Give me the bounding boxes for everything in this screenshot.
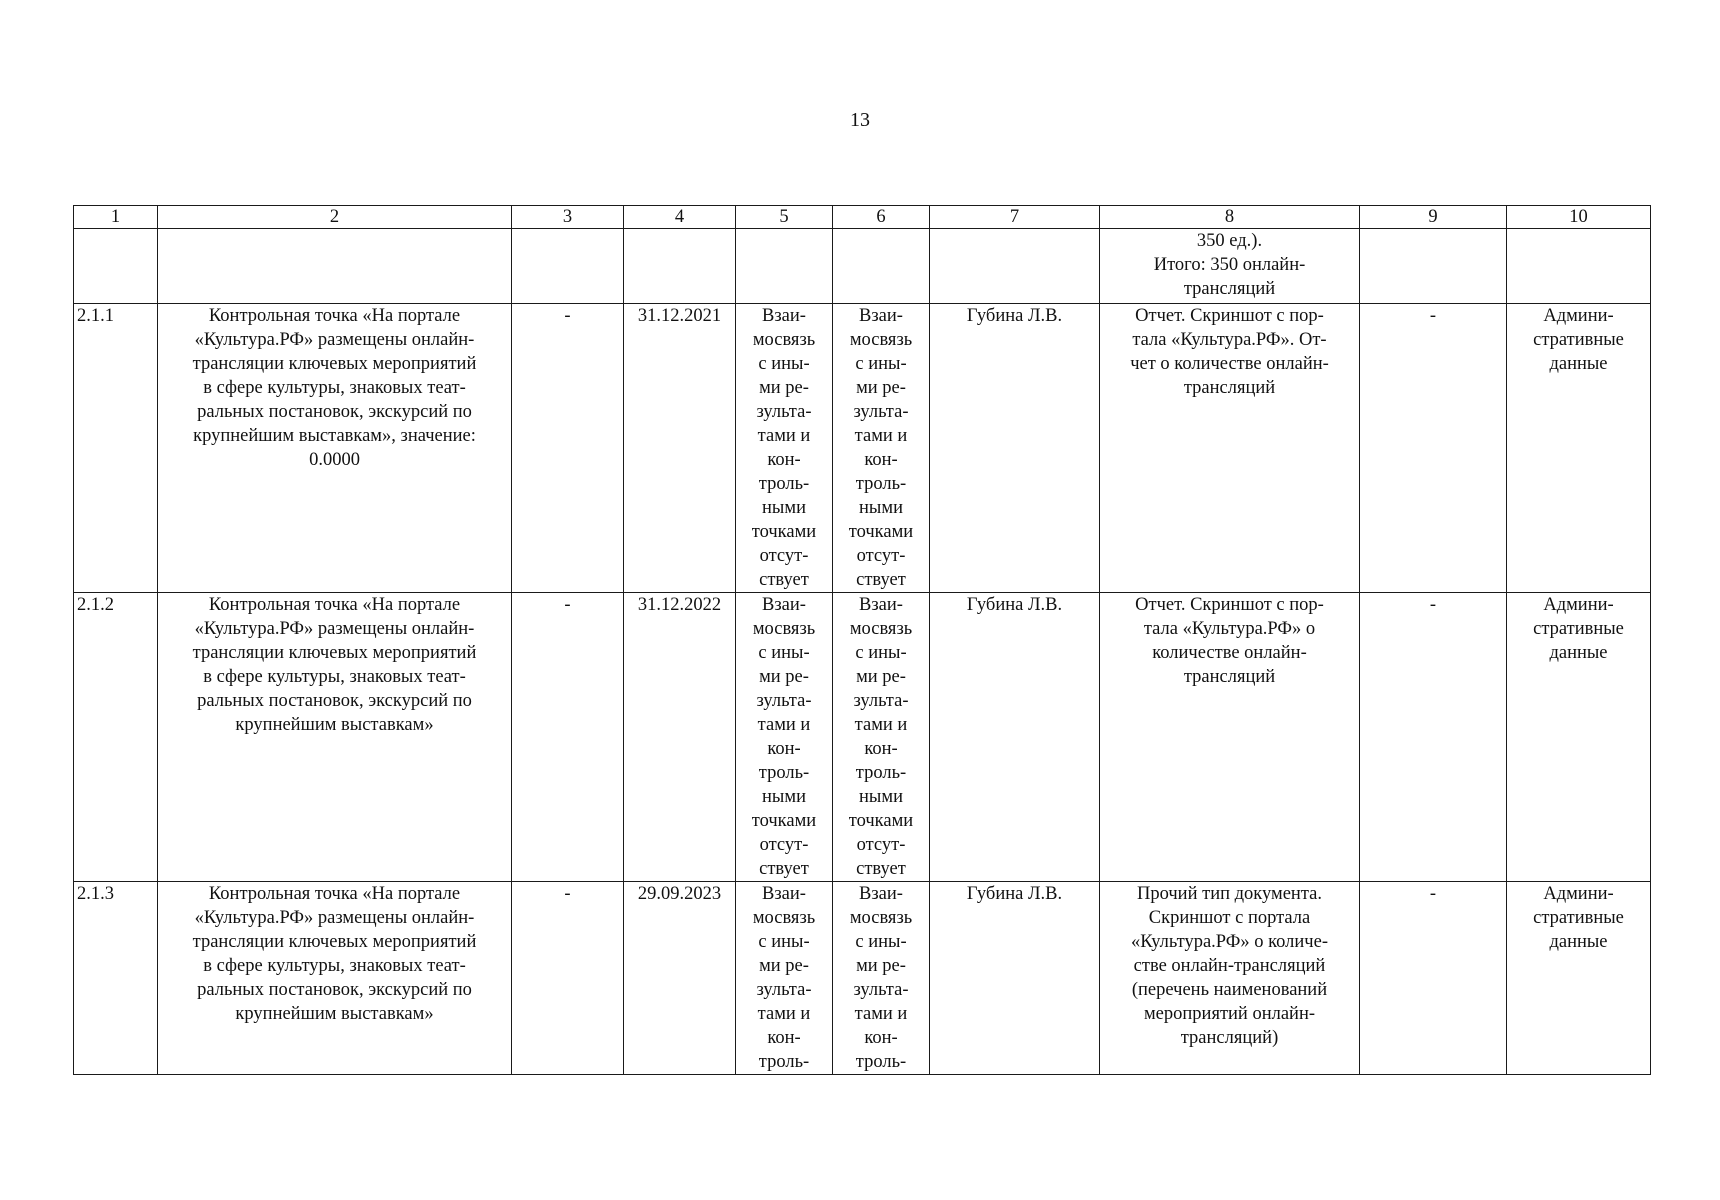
column-header: 10 <box>1507 206 1651 229</box>
row-col9: - <box>1360 304 1507 593</box>
row-date: 29.09.2023 <box>624 882 736 1075</box>
table-row <box>74 593 1651 882</box>
row-number: 2.1.1 <box>74 304 158 593</box>
row-col5: Взаи- мосвязь с ины- ми ре- зульта- тами и кон- троль- ными точками отсут- ствует <box>736 593 833 882</box>
row-description: Контрольная точка «На портале «Культура.РФ» размещены онлайн- трансляции ключевых мероприятий в сфере культуры, знаковых теат- ральных постановок, экскурсий по крупнейшим выставкам» <box>158 882 512 1075</box>
column-header: 2 <box>158 206 512 229</box>
row-number: 2.1.2 <box>74 593 158 882</box>
row-responsible: Губина Л.В. <box>930 882 1100 1075</box>
row-col5: Взаи- мосвязь с ины- ми ре- зульта- тами и кон- троль- <box>736 882 833 1075</box>
row-source: Админи- стративные данные <box>1507 593 1651 882</box>
row-description: Контрольная точка «На портале «Культура.РФ» размещены онлайн- трансляции ключевых мероприятий в сфере культуры, знаковых теат- ральных постановок, экскурсий по крупнейшим выставкам» <box>158 593 512 882</box>
column-header: 6 <box>833 206 930 229</box>
row-number: 2.1.3 <box>74 882 158 1075</box>
plan-table <box>73 205 1651 1075</box>
column-header: 4 <box>624 206 736 229</box>
row-col6: Взаи- мосвязь с ины- ми ре- зульта- тами и кон- троль- ными точками отсут- ствует <box>833 304 930 593</box>
row-col3: - <box>512 304 624 593</box>
column-header: 9 <box>1360 206 1507 229</box>
row-col6: Взаи- мосвязь с ины- ми ре- зульта- тами и кон- троль- <box>833 882 930 1075</box>
row-col5: Взаи- мосвязь с ины- ми ре- зульта- тами и кон- троль- ными точками отсут- ствует <box>736 304 833 593</box>
row-description: Контрольная точка «На портале «Культура.РФ» размещены онлайн- трансляции ключевых мероприятий в сфере культуры, знаковых теат- ральных постановок, экскурсий по крупнейшим выставкам», значение: 0.0000 <box>158 304 512 593</box>
continuation-row <box>74 229 1651 304</box>
row-col3: - <box>512 593 624 882</box>
table-row <box>74 304 1651 593</box>
row-responsible: Губина Л.В. <box>930 304 1100 593</box>
column-header: 5 <box>736 206 833 229</box>
row-col3: - <box>512 882 624 1075</box>
row-document: Отчет. Скриншот с пор- тала «Культура.РФ» о количестве онлайн- трансляций <box>1100 593 1360 882</box>
column-header: 3 <box>512 206 624 229</box>
row-col9: - <box>1360 882 1507 1075</box>
column-header: 7 <box>930 206 1100 229</box>
row-date: 31.12.2022 <box>624 593 736 882</box>
row-col6: Взаи- мосвязь с ины- ми ре- зульта- тами и кон- троль- ными точками отсут- ствует <box>833 593 930 882</box>
row-document: Отчет. Скриншот с пор- тала «Культура.РФ». От- чет о количестве онлайн- трансляций <box>1100 304 1360 593</box>
column-number-row <box>74 206 1651 229</box>
column-header: 1 <box>74 206 158 229</box>
row-source: Админи- стративные данные <box>1507 304 1651 593</box>
row-col9: - <box>1360 593 1507 882</box>
row-source: Админи- стративные данные <box>1507 882 1651 1075</box>
row-responsible: Губина Л.В. <box>930 593 1100 882</box>
continuation-text: 350 ед.). Итого: 350 онлайн- трансляций <box>1100 229 1360 304</box>
row-document: Прочий тип документа. Скриншот с портала «Культура.РФ» о количе- стве онлайн-трансляций (перечень наименований мероприятий онлайн- трансляций) <box>1100 882 1360 1075</box>
row-date: 31.12.2021 <box>624 304 736 593</box>
column-header: 8 <box>1100 206 1360 229</box>
page-number: 13 <box>850 109 870 131</box>
table-row <box>74 882 1651 1075</box>
